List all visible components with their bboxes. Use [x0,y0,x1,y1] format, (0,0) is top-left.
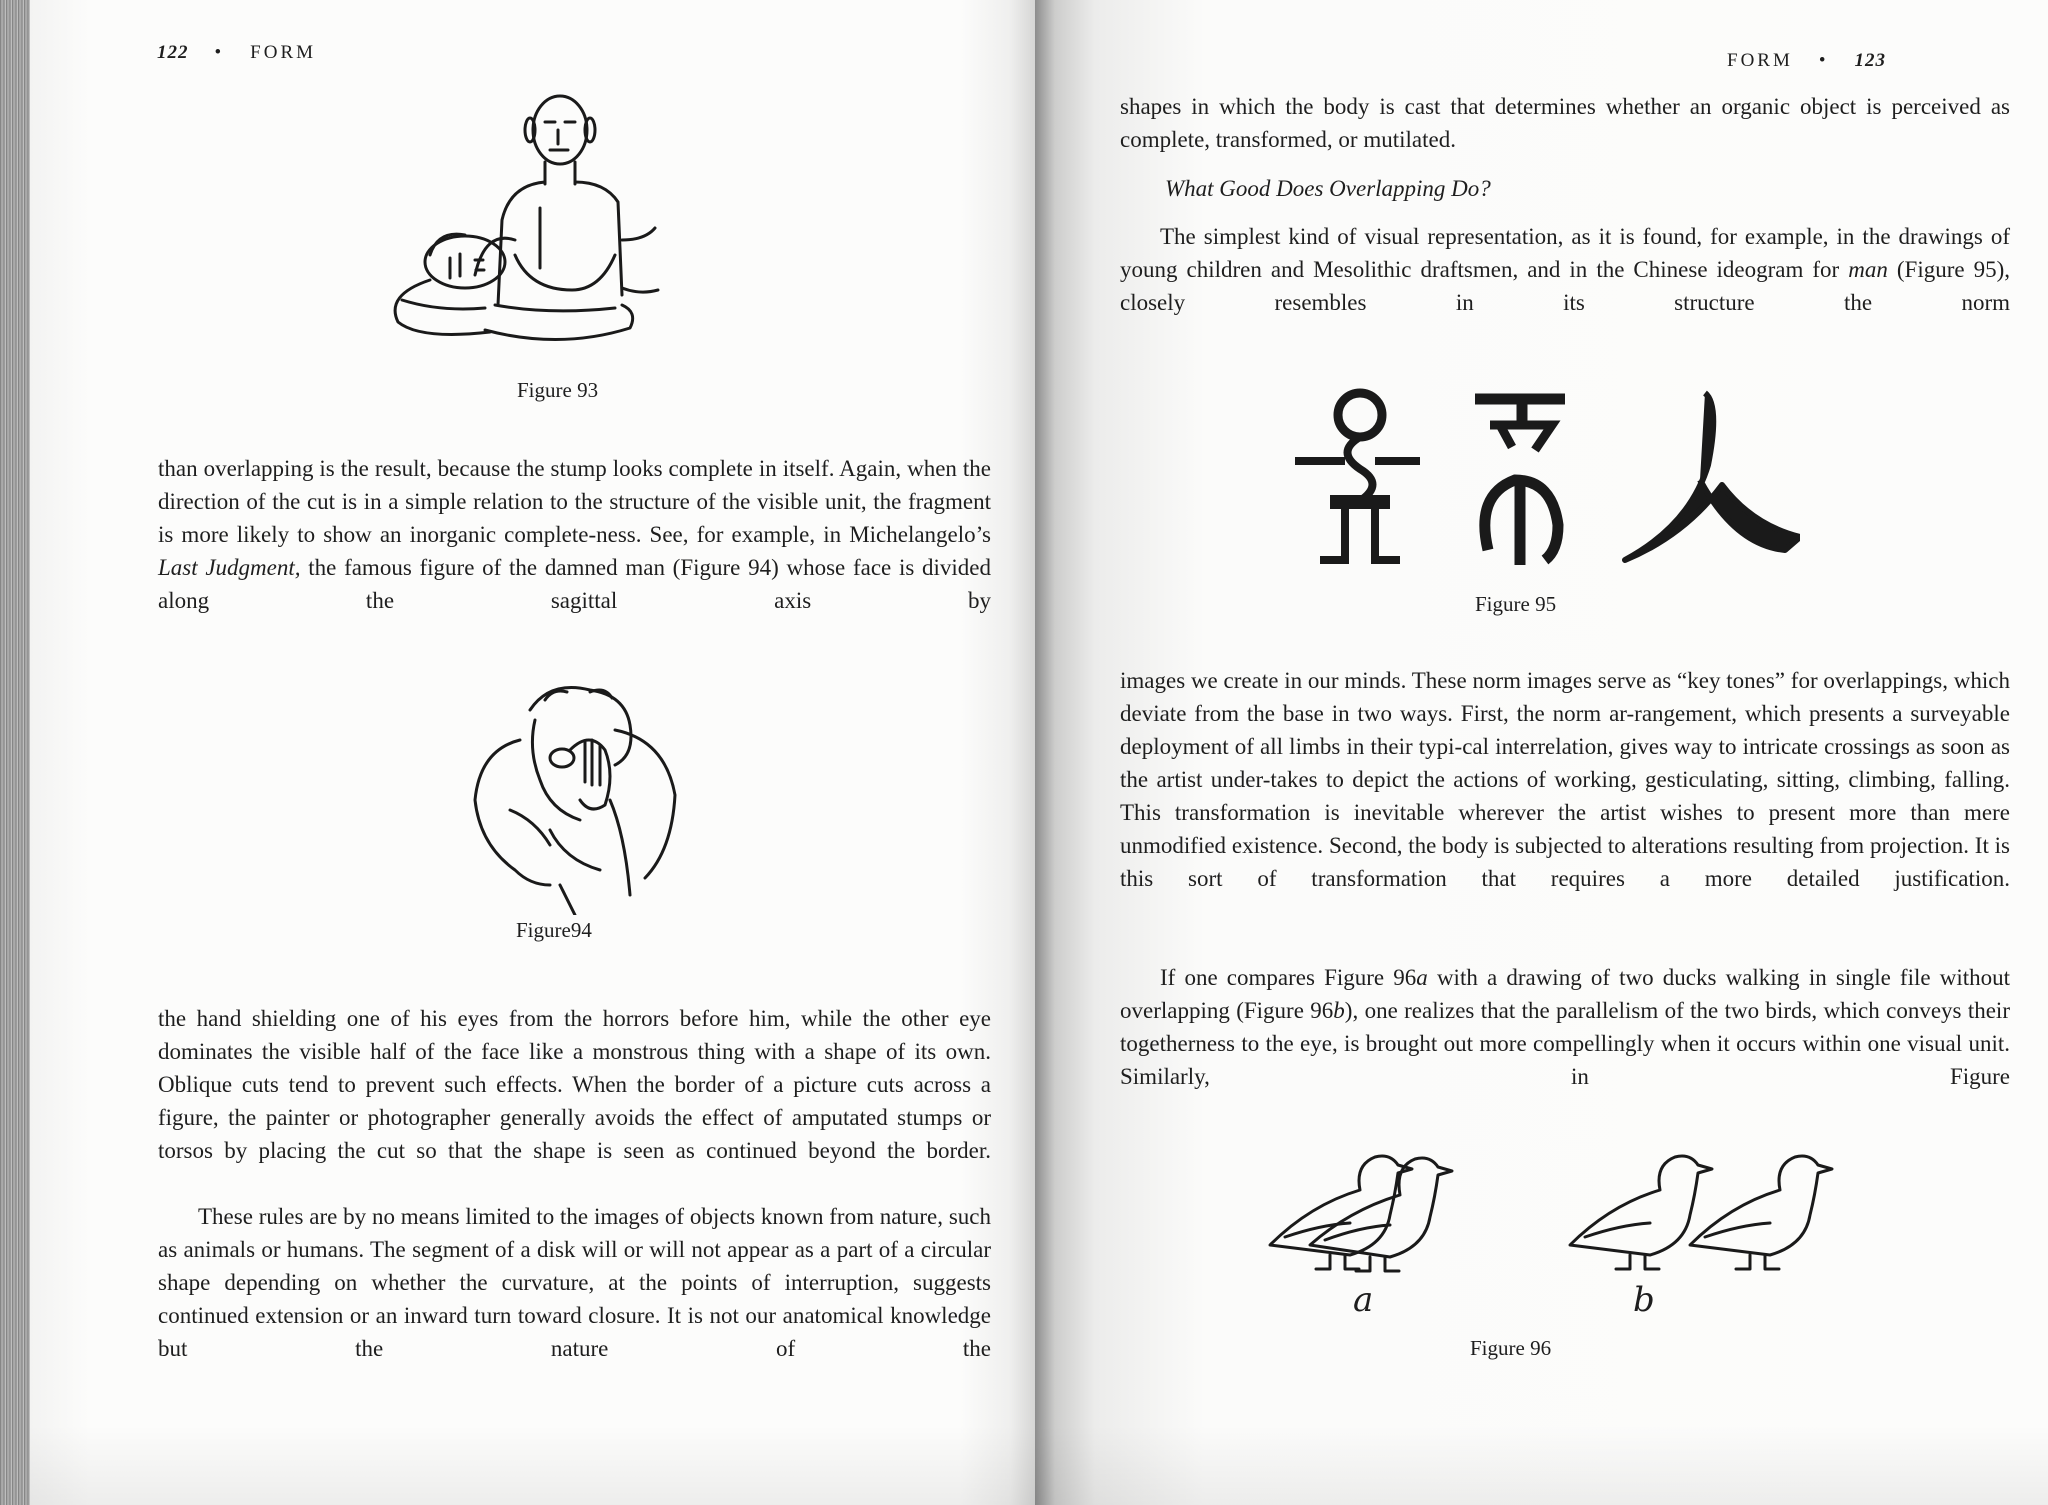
right-page [1035,0,2048,1505]
book-edge [0,0,30,1505]
separator-dot: • [214,42,225,63]
figure-96-label-a: a [1353,1280,1374,1320]
right-paragraph-4-b: with a drawing of two ducks walking in single file without overlapping (Figure 96 [1120,965,2011,1023]
figure-94-caption: Figure94 [516,918,592,942]
page-shadow [1035,1425,2048,1505]
right-paragraph-2 [1120,220,2010,319]
right-running-head [1727,50,1886,72]
right-section-title: FORM [1727,50,1793,71]
left-paragraph-1 [158,452,991,617]
right-paragraph-4 [1120,961,2010,1093]
left-section-title: FORM [250,42,317,63]
right-paragraph-4-a: If one compares Figure 96 [1160,965,1417,990]
figure-95-caption: Figure 95 [1475,592,1557,616]
right-paragraph-4-c: ), one realizes that the parallelism of the two birds, which conveys their togetherness to the eye, is brought out more compellingly when it occurs within one visual unit. Similarly, in Figure [1120,998,2010,1089]
left-page [30,0,1035,1505]
figure-96-caption: Figure 96 [1470,1336,1552,1360]
left-page-number: 122 [157,42,189,63]
section-heading: What Good Does Overlapping Do? [1165,176,1491,201]
left-paragraph-3: These rules are by no means limited to the images of objects known from nature, such as animals or humans. The segment of a disk will or will not appear as a part of a circular shape depending on whether the curvature, at the points of interruption, suggests continued extension or an inward turn toward closure. It is not our anatomical knowledge but the nature of the [158,1204,991,1361]
left-running-head [157,42,316,64]
figure-96b-ref: b [1333,998,1345,1023]
page-shadow [30,1425,1035,1505]
figure-93-caption: Figure 93 [517,378,599,402]
right-paragraph-1: shapes in which the body is cast that determines whether an organic object is perceived as complete, transformed, or mutilated. [1120,94,2010,152]
last-judgment-title: Last Judgment, [158,555,301,580]
left-paragraph-2: the hand shielding one of his eyes from the horrors before him, while the other eye dominates the visible half of the face like a monstrous thing with a shape of its own. Oblique cuts tend to prevent such effects. When the border of a picture cuts across a figure, the painter or photographer generally avoids the effect of amputated stumps or torsos by placing the cut so that the shape is seen as continued beyond the border. [158,1006,991,1163]
figure-96a-ref: a [1416,965,1428,990]
separator-dot: • [1818,50,1829,71]
left-paragraph-1-text: than overlapping is the result, because the stump looks complete in itself. Again, when the direction of the cut is in a simple relation to the structure of the visible unit, the fragment is more likely to show an inorganic complete-ness. See, for example, in Michelangelo’s [158,456,991,547]
right-paragraph-2-text: The simplest kind of visual representation, as it is found, for example, in the drawings of young children and Mesolithic draftsmen, and in the Chinese ideogram for [1120,224,2010,282]
term-man: man [1848,257,1888,282]
figure-94-illustration [440,670,700,915]
right-paragraph-2-end: (Figure 95), closely resembles in its structure the norm [1120,257,2011,315]
figure-96-illustration [1250,1145,1850,1275]
figure-96-label-b: b [1633,1280,1655,1320]
right-paragraph-3: images we create in our minds. These norm images serve as “key tones” for overlappings, which deviate from the base in two ways. First, the norm ar-rangement, which presents a surveyable deployment of all limbs in their typi-cal interrelation, gives way to intricate crossings as soon as the artist under-takes to depict the actions of working, gesticulating, sitting, climbing, falling. This transformation is inevitable wherever the artist wishes to present more than mere unmodified existence. Second, the body is subjected to alterations resulting from projection. It is this sort of transformation that requires a more detailed justification. [1120,668,2010,891]
left-paragraph-1-end: the famous figure of the damned man (Figure 94) whose face is divided along the sagittal axis by [158,555,992,613]
figure-95-illustration [1290,385,1800,575]
figure-93-illustration [390,90,770,365]
right-page-number: 123 [1854,50,1887,71]
